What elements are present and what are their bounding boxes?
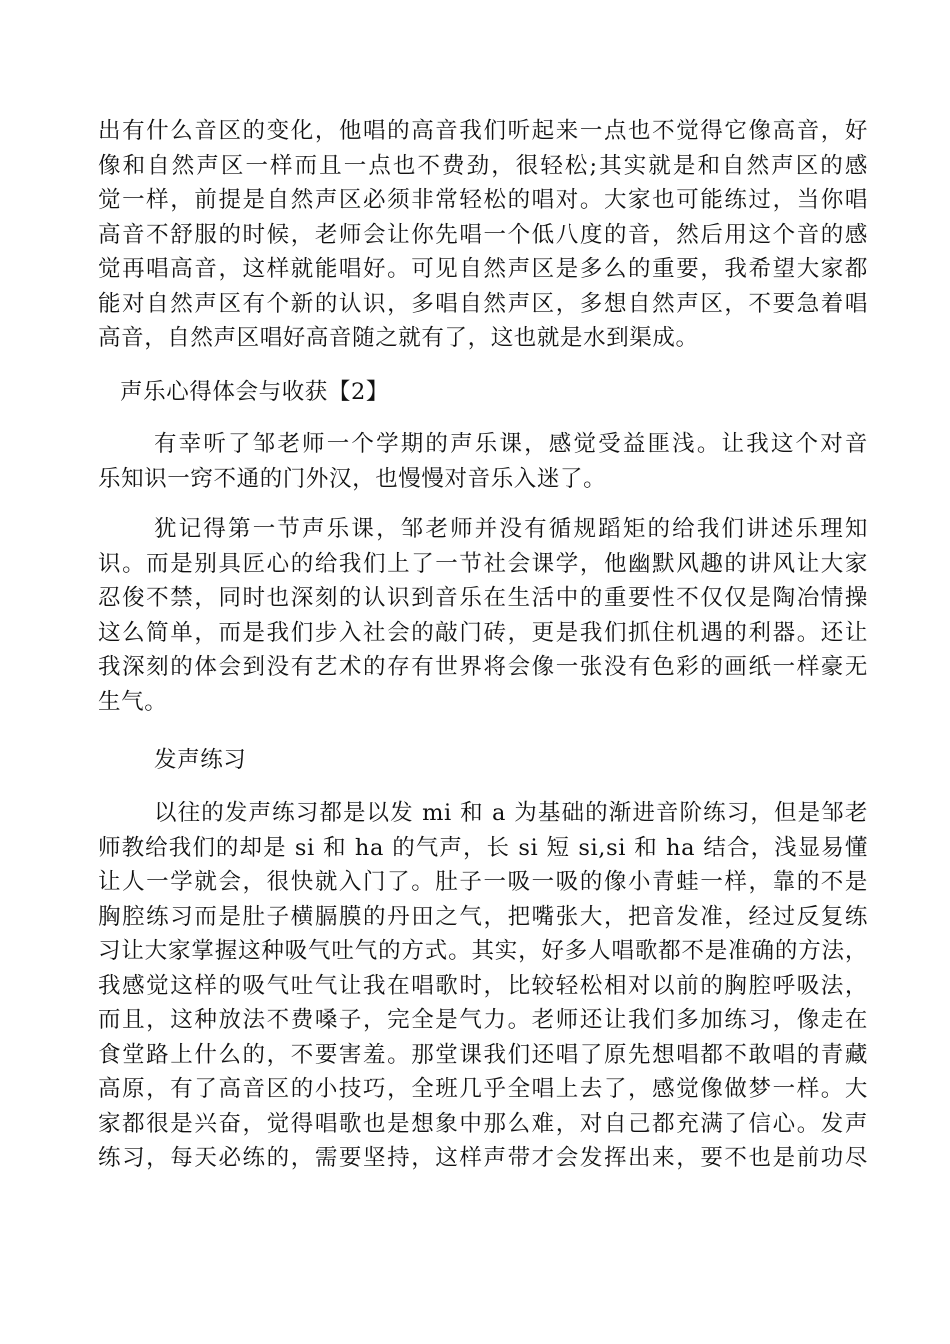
paragraph-line: 练习，每天必练的，需要坚持，这样声带才会发挥出来，要不也是前功尽 (98, 1145, 868, 1171)
paragraph-3 (98, 512, 868, 719)
paragraph-line: 食堂路上什么的，不要害羞。那堂课我们还唱了原先想唱都不敢唱的青藏 (98, 1041, 868, 1068)
paragraph-line: 我感觉这样的吸气吐气让我在唱歌时，比较轻松相对以前的胸腔呼吸法， (98, 972, 868, 999)
section-heading-2 (98, 743, 868, 778)
paragraph-line: 乐知识一窍不通的门外汉，也慢慢对音乐入迷了。 (98, 465, 607, 492)
paragraph-line: 像和自然声区一样而且一点也不费劲，很轻松;其实就是和自然声区的感 (98, 152, 868, 179)
paragraph-line: 高音，自然声区唱好高音随之就有了，这也就是水到渠成。 (98, 325, 699, 351)
paragraph-line: 师教给我们的却是 si 和 ha 的气声，长 si 短 si,si 和 ha 结合，浅显易懂 (98, 834, 868, 861)
paragraph-line: 让人一学就会，很快就入门了。肚子一吸一吸的像小青蛙一样，靠的不是 (98, 869, 868, 895)
paragraph-line: 生气。 (98, 688, 168, 715)
paragraph-line: 忍俊不禁，同时也深刻的认识到音乐在生活中的重要性不仅仅是陶冶情操 (98, 585, 868, 611)
section-heading-1 (98, 375, 868, 410)
paragraph-line: 出有什么音区的变化，他唱的高音我们听起来一点也不觉得它像高音，好 (98, 118, 868, 144)
paragraph-line: 觉一样，前提是自然声区必须非常轻松的唱对。大家也可能练过，当你唱 (98, 187, 868, 213)
paragraph-line: 犹记得第一节声乐课，邹老师并没有循规蹈矩的给我们讲述乐理知 (154, 516, 868, 542)
paragraph-line: 这么简单，而是我们步入社会的敲门砖，更是我们抓住机遇的利器。还让 (98, 619, 868, 646)
paragraph-line: 家都很是兴奋，觉得唱歌也是想象中那么难，对自己都充满了信心。发声 (98, 1110, 868, 1137)
paragraph-line: 能对自然声区有个新的认识，多唱自然声区，多想自然声区，不要急着唱 (98, 290, 868, 317)
paragraph-1 (98, 114, 868, 356)
paragraph-line: 觉再唱高音，这样就能唱好。可见自然声区是多么的重要，我希望大家都 (98, 256, 868, 282)
paragraph-2 (98, 427, 868, 496)
paragraph-line: 识。而是别具匠心的给我们上了一节社会课学，他幽默风趣的讲风让大家 (98, 550, 868, 577)
paragraph-line: 习让大家掌握这种吸气吐气的方式。其实，好多人唱歌都不是准确的方法， (98, 938, 868, 964)
paragraph-line: 以往的发声练习都是以发 mi 和 a 为基础的渐进音阶练习，但是邹老 (154, 800, 868, 826)
paragraph-line: 而且，这种放法不费嗓子，完全是气力。老师还让我们多加练习，像走在 (98, 1007, 868, 1033)
paragraph-4 (98, 796, 868, 1176)
paragraph-line: 高音不舒服的时候，老师会让你先唱一个低八度的音，然后用这个音的感 (98, 221, 868, 248)
paragraph-line: 我深刻的体会到没有艺术的存有世界将会像一张没有色彩的画纸一样豪无 (98, 654, 868, 680)
paragraph-line: 胸腔练习而是肚子横膈膜的丹田之气，把嘴张大，把音发准，经过反复练 (98, 903, 868, 930)
paragraph-line: 有幸听了邹老师一个学期的声乐课，感觉受益匪浅。让我这个对音 (154, 431, 868, 457)
section-heading: 发声练习 (154, 747, 247, 773)
section-heading: 声乐心得体会与收获【2】 (120, 379, 390, 405)
paragraph-line: 高原，有了高音区的小技巧，全班几乎全唱上去了，感觉像做梦一样。大 (98, 1076, 868, 1102)
